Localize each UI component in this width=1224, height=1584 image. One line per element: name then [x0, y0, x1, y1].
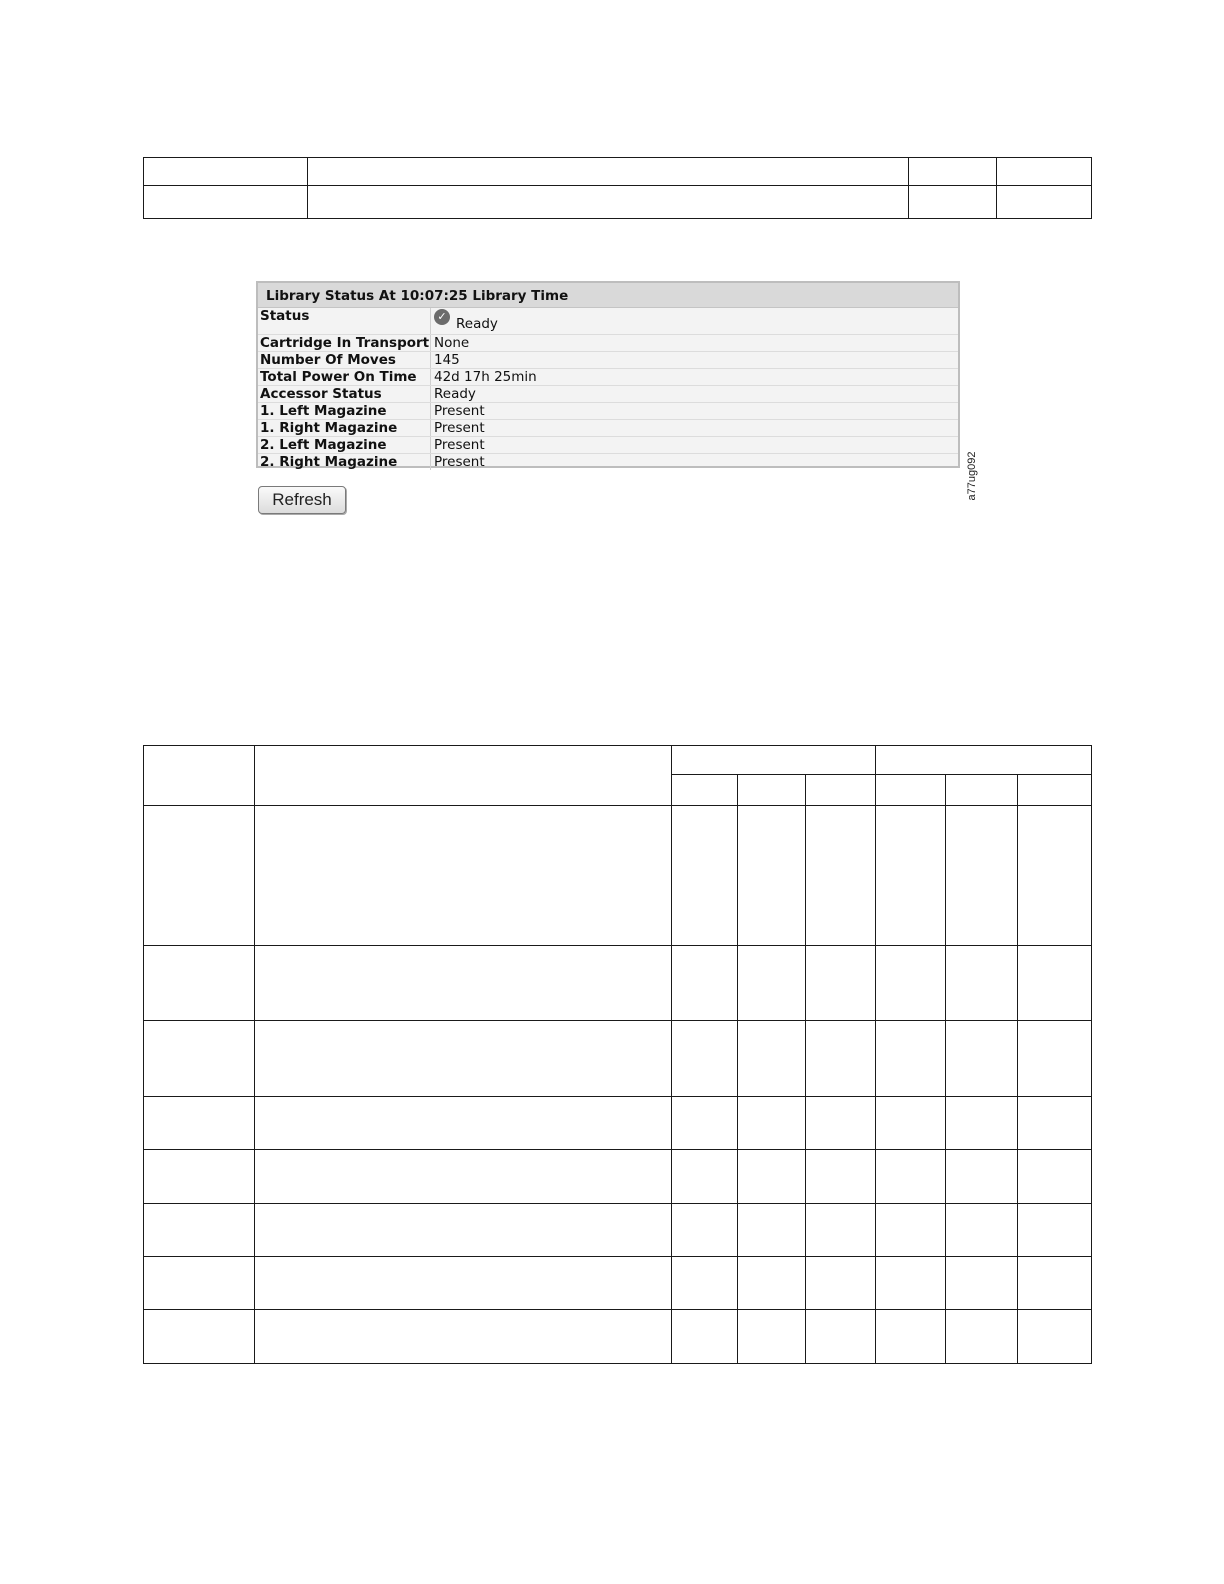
row-value: Ready — [434, 386, 476, 402]
row-value: Present — [434, 437, 485, 453]
row-label: Number Of Moves — [258, 352, 431, 368]
table-row — [144, 1021, 1092, 1097]
top-table-cell — [308, 158, 909, 186]
top-table-cell — [997, 186, 1092, 219]
top-table-cell — [308, 186, 909, 219]
table-header-group — [672, 746, 876, 775]
check-icon: ✓ — [434, 309, 450, 325]
row-label: 1. Left Magazine — [258, 403, 431, 419]
table-row — [144, 1097, 1092, 1150]
row-label: 1. Right Magazine — [258, 420, 431, 436]
top-table-cell — [909, 158, 997, 186]
status-row — [258, 369, 958, 386]
top-table-cell — [997, 158, 1092, 186]
table-row — [144, 1257, 1092, 1310]
table-row — [144, 806, 1092, 946]
figure-id: a77ug092 — [966, 451, 978, 501]
row-value: Present — [434, 454, 485, 470]
table-header-cell — [672, 775, 738, 806]
status-row — [258, 420, 958, 437]
table-row — [144, 1204, 1092, 1257]
row-value: 42d 17h 25min — [434, 369, 537, 385]
table-header-cell — [876, 775, 946, 806]
row-label: 2. Right Magazine — [258, 454, 431, 470]
library-status-panel — [256, 281, 960, 468]
table-header-group — [876, 746, 1092, 775]
status-row — [258, 403, 958, 420]
row-label: Accessor Status — [258, 386, 431, 402]
row-value: Present — [434, 403, 485, 419]
table-header-cell — [1018, 775, 1092, 806]
top-table-cell — [144, 186, 308, 219]
row-value: None — [434, 335, 470, 351]
status-value: Ready — [456, 316, 498, 332]
row-label: 2. Left Magazine — [258, 437, 431, 453]
top-table-cell — [144, 158, 308, 186]
refresh-button[interactable]: Refresh — [258, 486, 346, 514]
table-header-cell — [806, 775, 876, 806]
row-value: 145 — [434, 352, 460, 368]
status-row — [258, 308, 958, 335]
table-row — [144, 946, 1092, 1021]
status-row — [258, 437, 958, 454]
status-row — [258, 386, 958, 403]
table-row — [144, 1310, 1092, 1364]
row-label: Total Power On Time — [258, 369, 431, 385]
panel-title: Library Status At 10:07:25 Library Time — [258, 283, 958, 308]
row-label: Cartridge In Transport — [260, 335, 430, 351]
table-header-cell — [255, 746, 672, 806]
table-header-cell — [144, 746, 255, 806]
status-row — [258, 352, 958, 369]
top-table — [143, 157, 1092, 219]
table-header-cell — [738, 775, 806, 806]
row-label: Status — [258, 308, 431, 334]
row-value — [431, 308, 498, 334]
top-table-cell — [909, 186, 997, 219]
status-row — [258, 335, 958, 352]
table-header-cell — [946, 775, 1018, 806]
row-value: Present — [434, 420, 485, 436]
bottom-table — [143, 745, 1092, 1364]
table-row — [144, 1150, 1092, 1204]
status-row — [258, 454, 958, 470]
